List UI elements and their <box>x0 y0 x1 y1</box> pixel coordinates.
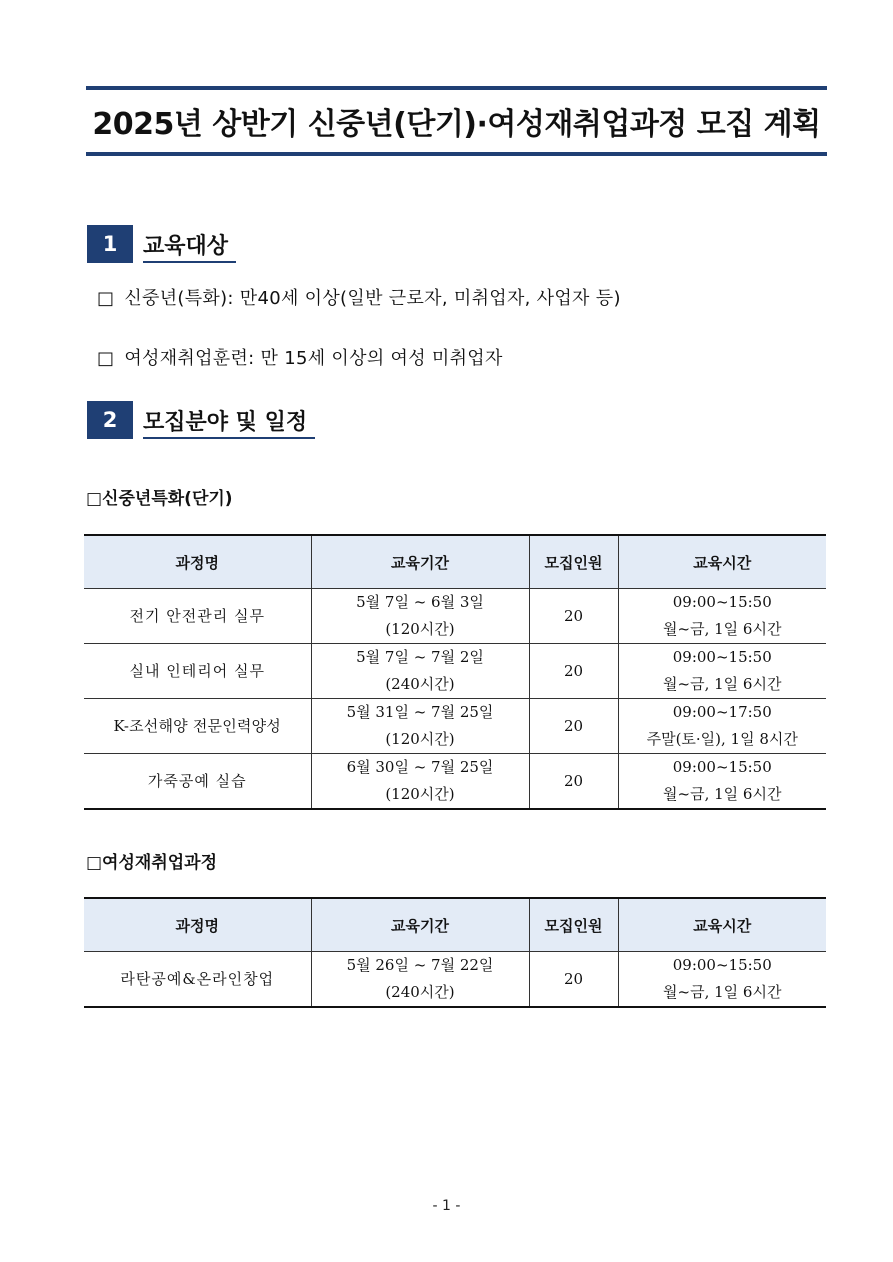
header-period: 교육기간 <box>311 898 529 952</box>
target-text: 신중년(특화): 만40세 이상(일반 근로자, 미취업자, 사업자 등) <box>124 288 621 309</box>
women-schedule-table <box>84 897 826 1008</box>
course-count: 20 <box>529 952 618 1008</box>
course-name: 라탄공예&온라인창업 <box>84 952 311 1008</box>
course-period: 6월 30일 ~ 7월 25일 (120시간) <box>311 754 529 810</box>
course-time: 09:00~15:50 월~금, 1일 6시간 <box>618 644 826 699</box>
table-header-row <box>84 535 826 589</box>
women-subtitle: □여성재취업과정 <box>86 853 218 873</box>
header-count: 모집인원 <box>529 898 618 952</box>
page-title: 2025년 상반기 신중년(단기)·여성재취업과정 모집 계획 <box>92 107 821 142</box>
title-box <box>86 86 827 156</box>
course-count: 20 <box>529 699 618 754</box>
table-header-row <box>84 898 826 952</box>
header-count: 모집인원 <box>529 535 618 589</box>
checkbox-bullet: □ <box>97 348 115 369</box>
checkbox-bullet: □ <box>97 288 115 309</box>
section-1-title: 교육대상 <box>143 225 236 263</box>
course-time: 09:00~15:50 월~금, 1일 6시간 <box>618 754 826 810</box>
section-2-title: 모집분야 및 일정 <box>143 401 315 439</box>
header-course-name: 과정명 <box>84 898 311 952</box>
course-count: 20 <box>529 589 618 644</box>
table-row <box>84 589 826 644</box>
course-name: K-조선해양 전문인력양성 <box>84 699 311 754</box>
middle-aged-schedule-table <box>84 534 826 810</box>
target-text: 여성재취업훈련: 만 15세 이상의 여성 미취업자 <box>124 348 503 369</box>
course-name: 실내 인테리어 실무 <box>84 644 311 699</box>
table-row <box>84 644 826 699</box>
page-number: - 1 - <box>432 1198 461 1214</box>
course-time: 09:00~15:50 월~금, 1일 6시간 <box>618 952 826 1008</box>
section-2-heading <box>87 401 315 439</box>
target-item-women <box>97 344 503 370</box>
header-course-name: 과정명 <box>84 535 311 589</box>
table-row <box>84 952 826 1008</box>
table-row <box>84 754 826 810</box>
course-period: 5월 26일 ~ 7월 22일 (240시간) <box>311 952 529 1008</box>
course-time: 09:00~17:50 주말(토·일), 1일 8시간 <box>618 699 826 754</box>
middle-aged-subtitle: □신중년특화(단기) <box>86 489 233 509</box>
section-1-number: 1 <box>87 225 133 263</box>
course-count: 20 <box>529 644 618 699</box>
section-2-number: 2 <box>87 401 133 439</box>
header-time: 교육시간 <box>618 535 826 589</box>
section-1-heading <box>87 225 236 263</box>
course-name: 전기 안전관리 실무 <box>84 589 311 644</box>
course-time: 09:00~15:50 월~금, 1일 6시간 <box>618 589 826 644</box>
header-time: 교육시간 <box>618 898 826 952</box>
course-period: 5월 7일 ~ 6월 3일 (120시간) <box>311 589 529 644</box>
table-row <box>84 699 826 754</box>
course-name: 가죽공예 실습 <box>84 754 311 810</box>
course-count: 20 <box>529 754 618 810</box>
target-item-middle-aged <box>97 284 621 310</box>
course-period: 5월 7일 ~ 7월 2일 (240시간) <box>311 644 529 699</box>
course-period: 5월 31일 ~ 7월 25일 (120시간) <box>311 699 529 754</box>
header-period: 교육기간 <box>311 535 529 589</box>
